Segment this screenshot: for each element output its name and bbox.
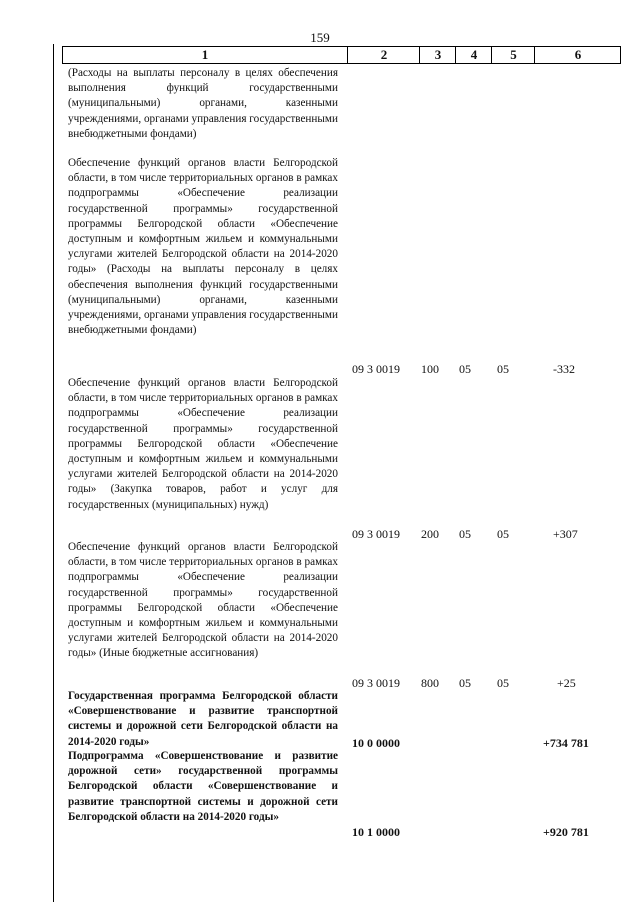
- header-col-3: 3: [419, 47, 456, 63]
- table-header: [62, 46, 621, 64]
- row-5-sum: +920 781: [543, 825, 589, 839]
- row-2-vr: 200: [421, 527, 439, 541]
- row-3-sum: +25: [557, 676, 576, 690]
- header-col-1: 1: [201, 47, 209, 62]
- row-3-vr: 800: [421, 676, 439, 690]
- row-0-description: (Расходы на выплаты персоналу в целях обеспечения выполнения функций государственными (муниципальными) органами, казенными учреждениями, органами управления государственными внебюджетными фондами): [68, 67, 338, 140]
- row-2-pr: 05: [497, 527, 509, 541]
- row-2-description: Обеспечение функций органов власти Белгородской области, в том числе территориальных органов в рамках подпрограммы «Обеспечение реализации государственной программы» государственной программы Белгородской области «Обеспечение доступным и комфортным жильем и коммунальными услугами жителей Белгородской области на 2014-2020 годы» (Закупка товаров, работ и услуг для государственных (муниципальных) нужд): [68, 377, 338, 511]
- row-3-rz: 05: [459, 676, 471, 690]
- row-1-vr: 100: [421, 362, 439, 376]
- row-1-code: 09 3 0019: [352, 362, 400, 376]
- header-col-5: 5: [491, 47, 535, 63]
- binding-margin-line: [53, 44, 54, 902]
- page-number: 159: [310, 30, 330, 45]
- row-1-pr: 05: [497, 362, 509, 376]
- row-2-code: 09 3 0019: [352, 527, 400, 541]
- row-4-description: Государственная программа Белгородской области «Совершенствование и развитие транспортной системы и дорожной сети Белгородской области на 2014-2020 годы»: [68, 690, 338, 748]
- row-2-rz: 05: [459, 527, 471, 541]
- row-2-sum: +307: [553, 527, 578, 541]
- row-4-code: 10 0 0000: [352, 736, 400, 750]
- header-col-6: 6: [534, 47, 621, 63]
- row-4-sum: +734 781: [543, 736, 589, 750]
- row-3-pr: 05: [497, 676, 509, 690]
- row-3-description: Обеспечение функций органов власти Белгородской области, в том числе территориальных органов в рамках подпрограммы «Обеспечение реализации государственной программы» государственной программы Белгородской области «Обеспечение доступным и комфортным жильем и коммунальными услугами жителей Белгородской области на 2014-2020 годы» (Иные бюджетные ассигнования): [68, 541, 338, 660]
- row-1-rz: 05: [459, 362, 471, 376]
- row-5-code: 10 1 0000: [352, 825, 400, 839]
- header-col-4: 4: [455, 47, 492, 63]
- row-5-description: Подпрограмма «Совершенствование и развитие дорожной сети» государственной программы Белгородской области «Совершенствование и развитие транспортной системы и дорожной сети Белгородской области на 2014-2020 годы»: [68, 750, 338, 823]
- header-col-2: 2: [347, 47, 420, 63]
- row-3-code: 09 3 0019: [352, 676, 400, 690]
- row-1-sum: -332: [553, 362, 575, 376]
- row-1-description: Обеспечение функций органов власти Белгородской области, в том числе территориальных органов в рамках подпрограммы «Обеспечение реализации государственной программы» государственной программы Белгородской области «Обеспечение доступным и комфортным жильем и коммунальными услугами жителей Белгородской области на 2014-2020 годы» (Расходы на выплаты персоналу в целях обеспечения выполнения функций государственными (муниципальными) органами, казенными учреждениями, органами управления государственными внебюджетными фондами): [68, 157, 338, 337]
